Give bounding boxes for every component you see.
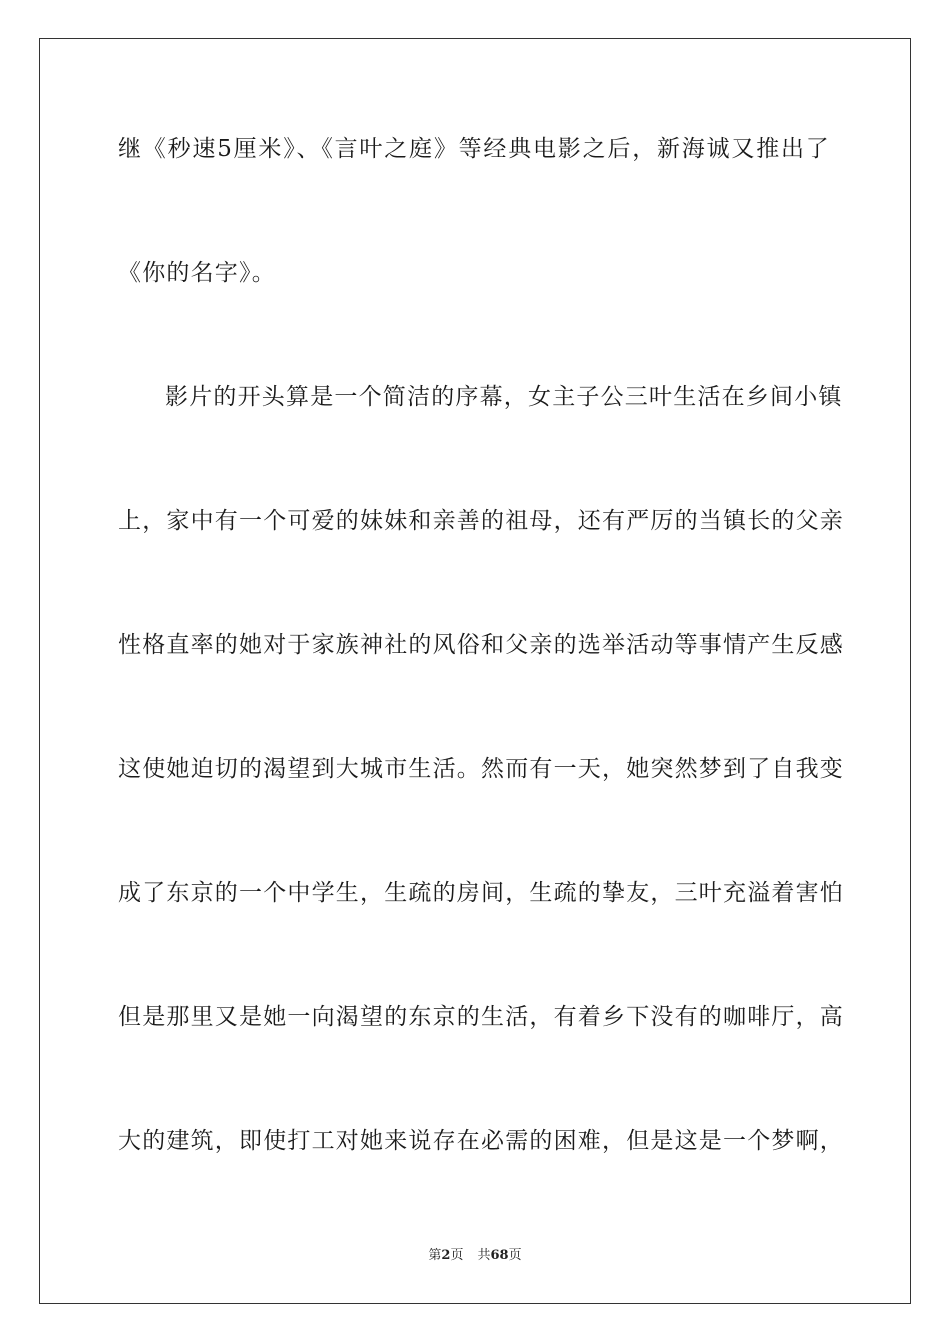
body-line-7: 成了东京的一个中学生，生疏的房间，生疏的挚友，三叶充溢着害怕 — [118, 880, 844, 906]
body-line-5: 性格直率的她对于家族神社的风俗和父亲的选举活动等事情产生反感 — [118, 632, 844, 658]
body-line-3: 影片的开头算是一个简洁的序幕，女主子公三叶生活在乡间小镇 — [165, 384, 843, 410]
footer-page-number: 2 — [441, 1248, 451, 1263]
body-line-2: 《你的名字》。 — [118, 260, 276, 286]
page-footer — [0, 1247, 950, 1265]
body-line-8: 但是那里又是她一向渴望的东京的生活，有着乡下没有的咖啡厅，高 — [118, 1004, 844, 1030]
body-line-1: 继《秒速5厘米》、《言叶之庭》等经典电影之后，新海诚又推出了 — [118, 136, 830, 162]
body-line-6: 这使她迫切的渴望到大城市生活。然而有一天，她突然梦到了自我变 — [118, 756, 844, 782]
body-line-4: 上，家中有一个可爱的妹妹和亲善的祖母，还有严厉的当镇长的父亲 — [118, 508, 844, 534]
footer-total-prefix: 共 — [477, 1248, 491, 1263]
footer-total-suffix: 页 — [508, 1248, 522, 1263]
footer-total-pages: 68 — [490, 1248, 509, 1263]
footer-page-prefix: 第 — [428, 1248, 442, 1263]
page-border — [39, 38, 911, 1304]
footer-page-suffix: 页 — [450, 1248, 464, 1263]
body-line-9: 大的建筑，即使打工对她来说存在必需的困难，但是这是一个梦啊， — [118, 1128, 844, 1154]
